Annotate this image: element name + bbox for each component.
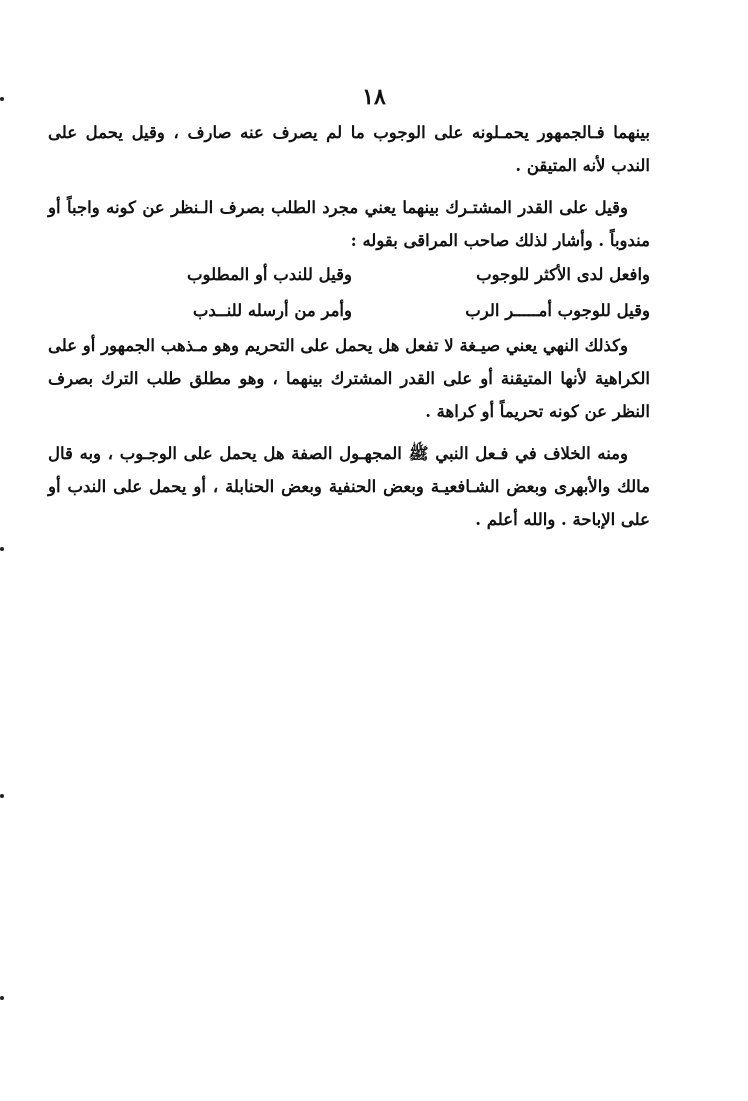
verse-line-1	[48, 257, 650, 293]
page-number: ١٨	[362, 84, 386, 110]
body-text	[48, 116, 650, 536]
scan-edge-mark	[0, 794, 4, 798]
paragraph-continuation: بينهما فـالجمهور يحمـلونه على الوجوب ما لم يصرف عنه صارف ، وقيل يحمل على الندب لأنه المتيقن .	[48, 123, 650, 175]
verse-2-second-hemistich: وأمر من أرسله للنــدب	[192, 301, 352, 320]
paragraph-prohibition: وكذلك النهي يعني صيـغة لا تفعل هل يحمل على التحريم وهو مـذهب الجمهور أو على الكراهية لأنها المتيقنة أو على القدر المشترك بينهما ، وهو مطلق طلب الترك بصرف النظر عن كونه تحريماً أو كراهة .	[48, 336, 650, 421]
verse-1-second-hemistich: وقيل للندب أو المطلوب	[187, 265, 352, 284]
paragraph-common-measure: وقيل على القدر المشتـرك بينهما يعني مجرد الطلب بصرف الـنظر عن كونه واجباً أو مندوباً . وأشار لذلك صاحب المراقى بقوله :	[48, 198, 650, 250]
verse-1-first-hemistich: وافعل لدى الأكثر للوجوب	[476, 265, 650, 284]
verse-2-first-hemistich: وقيل للوجوب أمـــــر الرب	[465, 301, 650, 320]
paragraph-prophet-action: ومنه الخلاف في فـعل النبي ﷺ المجهـول الصفة هل يحمل على الوجـوب ، وبه قال مالك والأبهرى وبعض الشـافعيـة وبعض الحنفية وبعض الحنابلة ، أو يحمل على الندب أو على الإباحة . والله أعلم .	[48, 444, 650, 529]
verse-line-2	[48, 293, 650, 329]
scan-edge-mark	[0, 547, 4, 551]
scan-edge-mark	[0, 996, 4, 1000]
scan-edge-mark	[0, 97, 4, 101]
